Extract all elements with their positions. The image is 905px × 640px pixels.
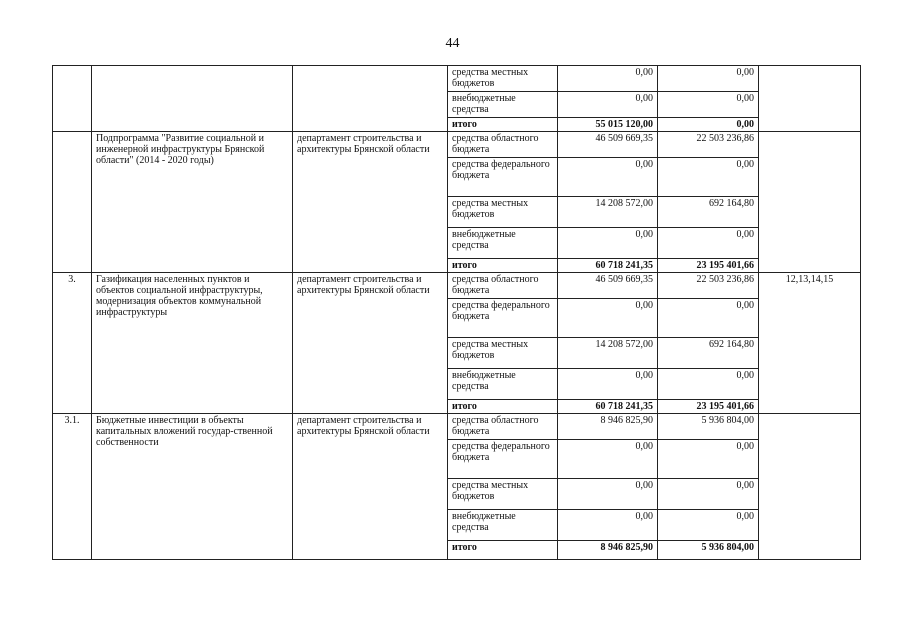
amount-cell-2: 0,00 <box>658 92 759 118</box>
funding-source-cell: средства областного бюджета <box>448 132 558 158</box>
amount-cell-2: 0,00 <box>658 66 759 92</box>
funding-source-cell: средства местных бюджетов <box>448 479 558 510</box>
amount-cell-2: 23 195 401,66 <box>658 259 759 273</box>
amount-cell-2: 0,00 <box>658 369 759 400</box>
indicator-codes-cell <box>759 66 861 132</box>
funding-source-cell: внебюджетные средства <box>448 228 558 259</box>
indicator-codes-cell: 12,13,14,15 <box>759 273 861 414</box>
executor-cell: департамент строительства и архитектуры Брянской области <box>293 414 448 560</box>
amount-cell-2: 0,00 <box>658 228 759 259</box>
page-number: 44 <box>445 36 460 51</box>
amount-cell-1: 0,00 <box>558 228 658 259</box>
table-row <box>53 132 861 158</box>
amount-cell-1: 46 509 669,35 <box>558 273 658 299</box>
amount-cell-2: 0,00 <box>658 158 759 197</box>
amount-cell-2: 692 164,80 <box>658 338 759 369</box>
amount-cell-1: 14 208 572,00 <box>558 338 658 369</box>
amount-cell-1: 60 718 241,35 <box>558 400 658 414</box>
amount-cell-1: 0,00 <box>558 299 658 338</box>
amount-cell-1: 0,00 <box>558 92 658 118</box>
amount-cell-2: 22 503 236,86 <box>658 273 759 299</box>
amount-cell-1: 55 015 120,00 <box>558 118 658 132</box>
item-number-cell: 3.1. <box>53 414 92 560</box>
executor-cell <box>293 66 448 132</box>
table-row <box>53 66 861 92</box>
funding-source-cell: средства федерального бюджета <box>448 440 558 479</box>
amount-cell-1: 8 946 825,90 <box>558 414 658 440</box>
funding-source-cell: средства областного бюджета <box>448 414 558 440</box>
funding-source-cell: средства местных бюджетов <box>448 338 558 369</box>
item-number-cell <box>53 132 92 273</box>
funding-source-cell: итого <box>448 541 558 560</box>
amount-cell-2: 0,00 <box>658 479 759 510</box>
item-name-cell: Подпрограмма "Развитие социальной и инженерной инфраструктуры Брянской области" (2014 - 2020 годы) <box>92 132 293 273</box>
amount-cell-2: 0,00 <box>658 510 759 541</box>
item-number-cell: 3. <box>53 273 92 414</box>
amount-cell-2: 692 164,80 <box>658 197 759 228</box>
budget-table <box>52 65 861 560</box>
funding-source-cell: средства областного бюджета <box>448 273 558 299</box>
amount-cell-1: 14 208 572,00 <box>558 197 658 228</box>
item-name-cell: Бюджетные инвестиции в объекты капитальных вложений государ-ственной собственности <box>92 414 293 560</box>
amount-cell-1: 0,00 <box>558 66 658 92</box>
amount-cell-2: 22 503 236,86 <box>658 132 759 158</box>
amount-cell-1: 0,00 <box>558 369 658 400</box>
amount-cell-2: 0,00 <box>658 440 759 479</box>
funding-source-cell: внебюджетные средства <box>448 510 558 541</box>
amount-cell-1: 46 509 669,35 <box>558 132 658 158</box>
funding-source-cell: итого <box>448 259 558 273</box>
indicator-codes-cell <box>759 132 861 273</box>
amount-cell-1: 60 718 241,35 <box>558 259 658 273</box>
table-row <box>53 414 861 440</box>
amount-cell-1: 0,00 <box>558 510 658 541</box>
item-name-cell: Газификация населенных пунктов и объектов социальной инфраструктуры, модернизация объектов коммунальной инфраструктуры <box>92 273 293 414</box>
funding-source-cell: средства местных бюджетов <box>448 197 558 228</box>
amount-cell-2: 5 936 804,00 <box>658 541 759 560</box>
amount-cell-1: 0,00 <box>558 158 658 197</box>
funding-source-cell: внебюджетные средства <box>448 369 558 400</box>
amount-cell-1: 8 946 825,90 <box>558 541 658 560</box>
executor-cell: департамент строительства и архитектуры Брянской области <box>293 273 448 414</box>
item-number-cell <box>53 66 92 132</box>
indicator-codes-cell <box>759 414 861 560</box>
amount-cell-2: 0,00 <box>658 118 759 132</box>
amount-cell-1: 0,00 <box>558 440 658 479</box>
amount-cell-2: 0,00 <box>658 299 759 338</box>
amount-cell-2: 5 936 804,00 <box>658 414 759 440</box>
table-row <box>53 273 861 299</box>
amount-cell-2: 23 195 401,66 <box>658 400 759 414</box>
executor-cell: департамент строительства и архитектуры Брянской области <box>293 132 448 273</box>
amount-cell-1: 0,00 <box>558 479 658 510</box>
funding-source-cell: внебюджетные средства <box>448 92 558 118</box>
funding-source-cell: итого <box>448 118 558 132</box>
funding-source-cell: средства федерального бюджета <box>448 299 558 338</box>
funding-source-cell: средства местных бюджетов <box>448 66 558 92</box>
funding-source-cell: средства федерального бюджета <box>448 158 558 197</box>
item-name-cell <box>92 66 293 132</box>
funding-source-cell: итого <box>448 400 558 414</box>
